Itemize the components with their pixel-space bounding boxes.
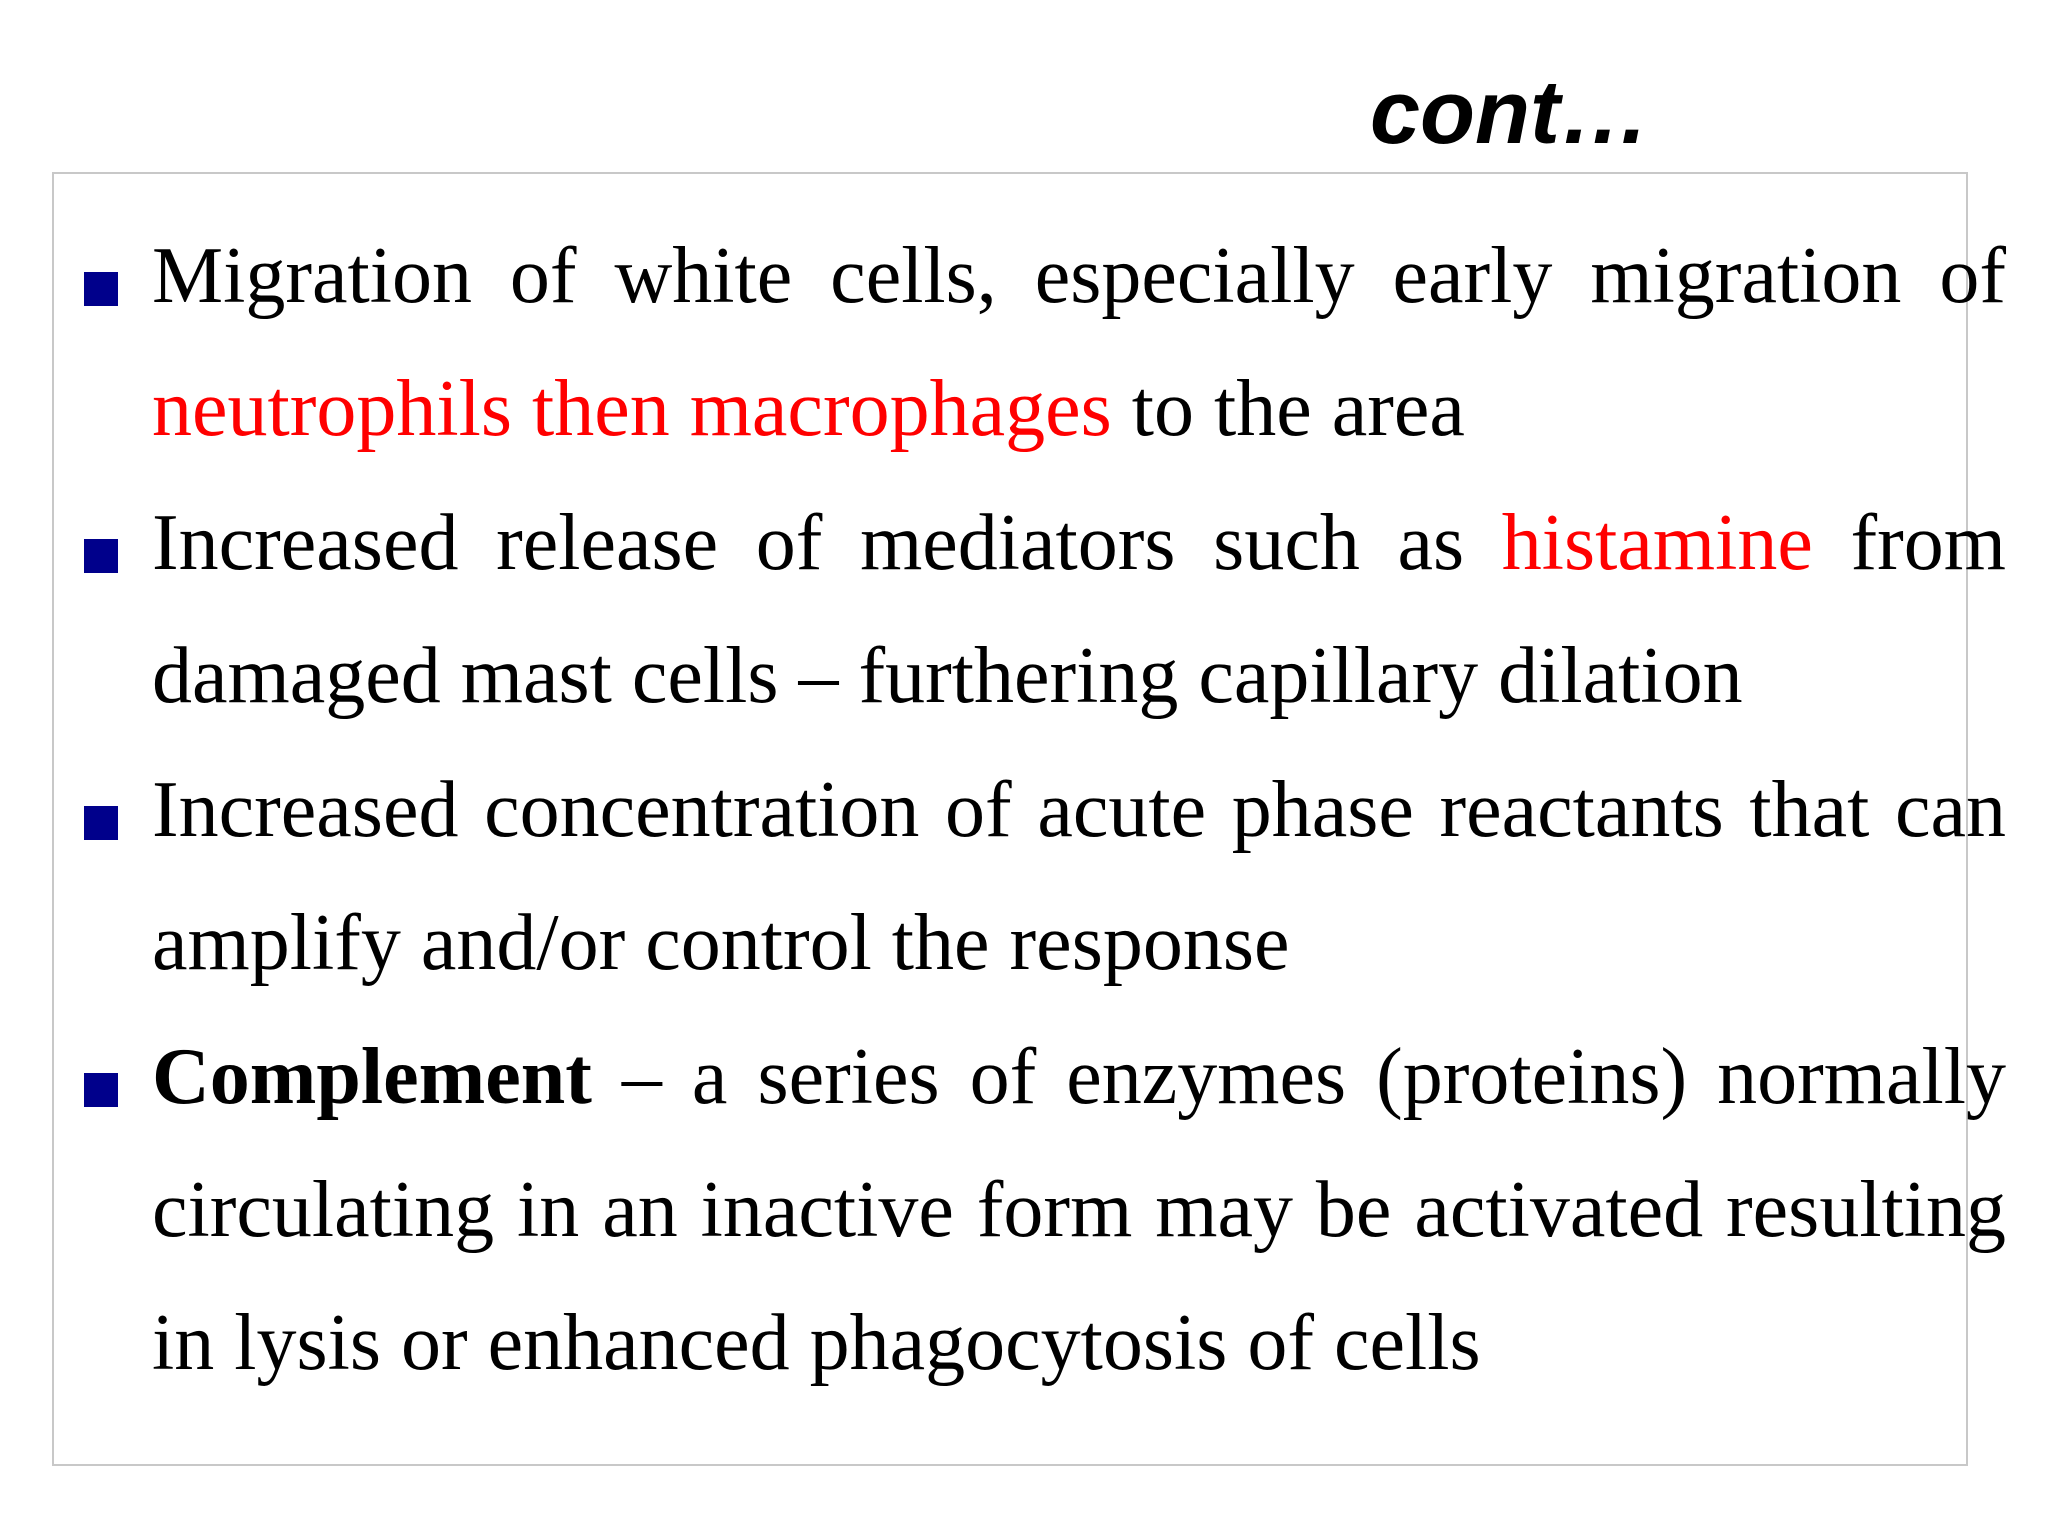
highlighted-term: histamine xyxy=(1501,499,1813,587)
bullet-text xyxy=(152,210,2006,476)
square-bullet-icon xyxy=(84,272,118,306)
bullet-text-segment: to the area xyxy=(1111,365,1465,453)
bullet-text-segment: from damaged mast cells – furthering capillary dilation xyxy=(152,499,2006,720)
square-bullet-icon xyxy=(84,806,118,840)
bullet-text-segment: Increased release of mediators such as xyxy=(152,499,1502,587)
square-bullet-icon xyxy=(84,1073,118,1107)
bullet-text xyxy=(152,477,2006,743)
content-box xyxy=(52,172,2006,1466)
bullet-text xyxy=(152,1011,2006,1410)
highlighted-term: neutrophils then macrophages xyxy=(152,365,1112,453)
bold-term: Complement xyxy=(152,1033,592,1121)
bullet-text-segment: Increased concentration of acute phase reactants that can amplify and/or control the response xyxy=(152,766,2006,987)
bullet-text-segment: – a series of enzymes (proteins) normally circulating in an inactive form may be activated resulting in lysis or enhanced phagocytosis of cells xyxy=(152,1033,2006,1387)
bullet-text xyxy=(152,744,2006,1010)
slide-title: cont… xyxy=(1370,63,1650,163)
square-bullet-icon xyxy=(84,539,118,573)
bullet-text-segment: Migration of white cells, especially early migration of xyxy=(152,232,2006,320)
